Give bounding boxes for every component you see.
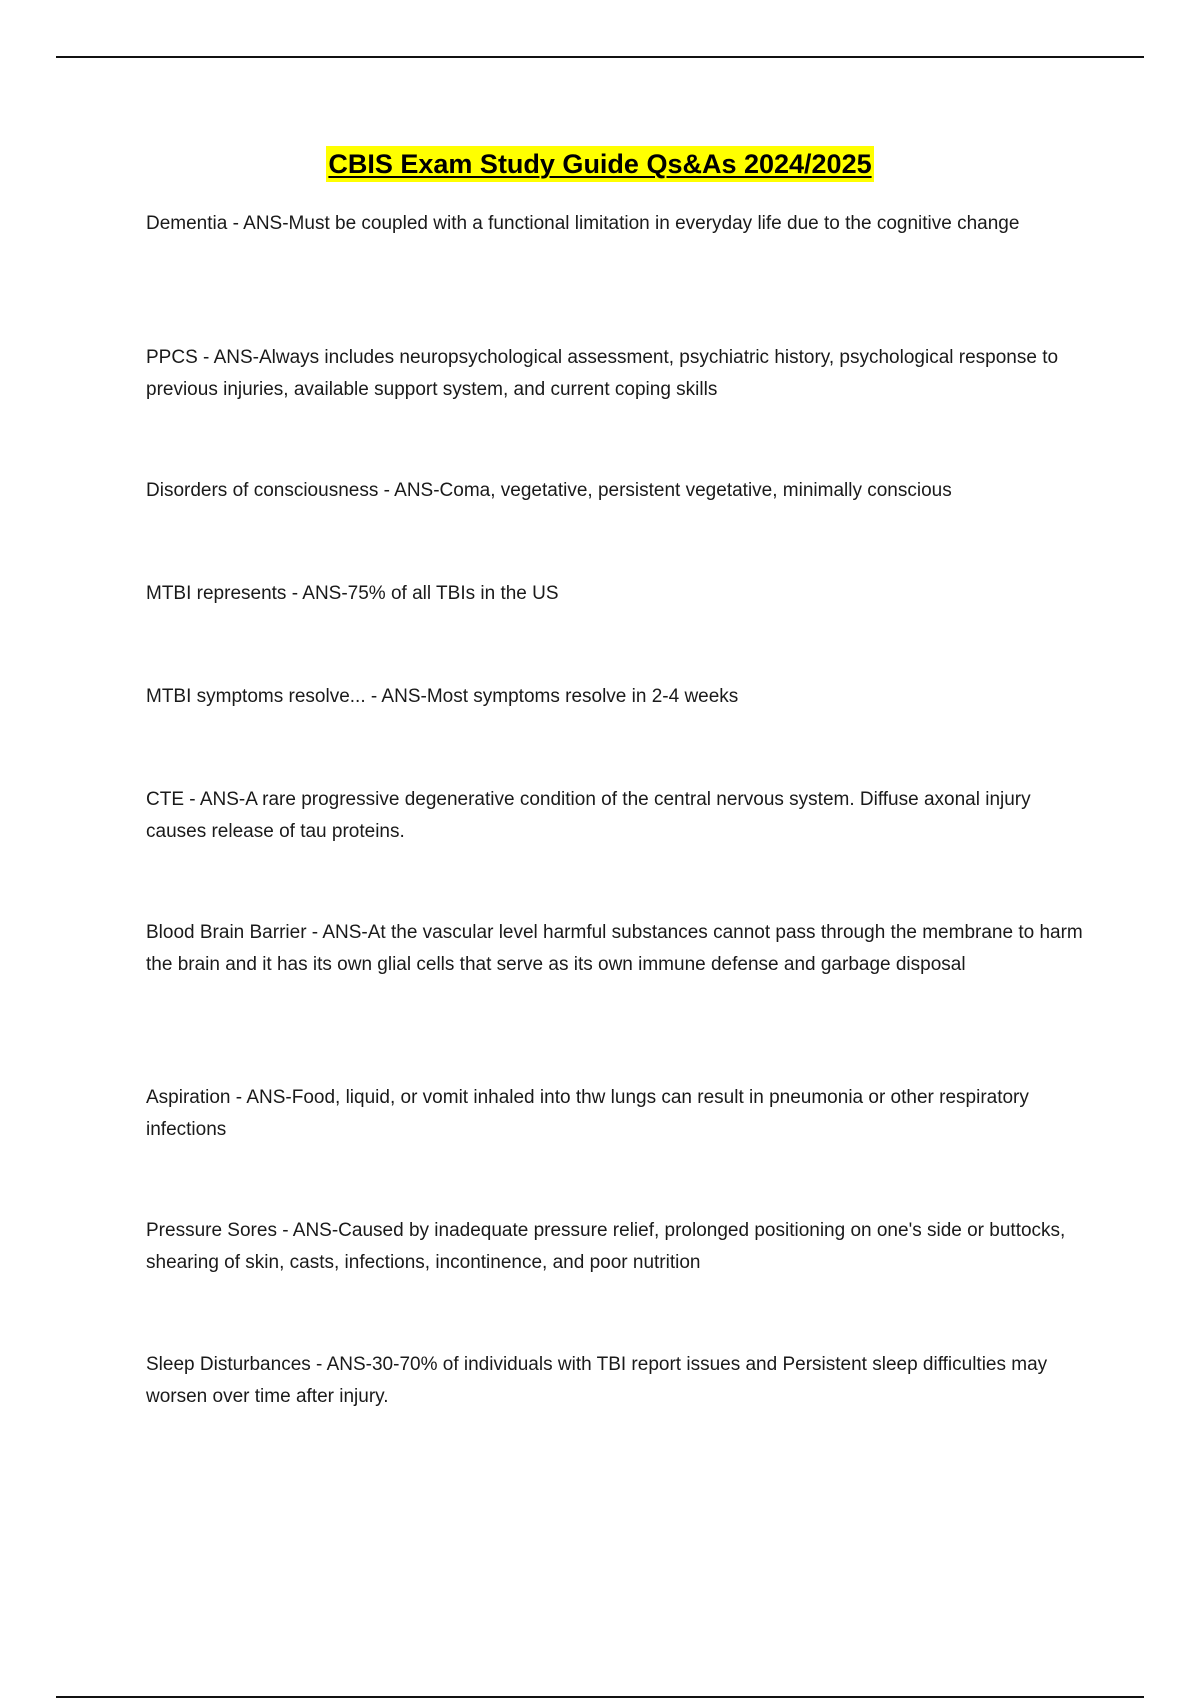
qa-entry-dementia: Dementia - ANS-Must be coupled with a functional limitation in everyday life due to the cognitive change [146,213,1020,234]
qa-entry-blood-brain-barrier: Blood Brain Barrier - ANS-At the vascular level harmful substances cannot pass through the membrane to harm the brain and it has its own glial cells that serve as its own immune defense and garbage disposal [146,922,1083,975]
qa-entry-mtbi-symptoms: MTBI symptoms resolve... - ANS-Most symptoms resolve in 2-4 weeks [146,686,739,707]
qa-entry-cte: CTE - ANS-A rare progressive degenerative condition of the central nervous system. Diffuse axonal injury causes release of tau proteins. [146,789,1031,842]
qa-entry-ppcs: PPCS - ANS-Always includes neuropsychological assessment, psychiatric history, psychological response to previous injuries, available support system, and current coping skills [146,347,1059,400]
qa-entry-disorders-of-consciousness: Disorders of consciousness - ANS-Coma, vegetative, persistent vegetative, minimally conscious [146,480,952,501]
qa-entry-mtbi-represents: MTBI represents - ANS-75% of all TBIs in the US [146,583,559,604]
qa-entry-sleep-disturbances: Sleep Disturbances - ANS-30-70% of individuals with TBI report issues and Persistent sleep difficulties may worsen over time after injury. [146,1354,1048,1407]
bottom-rule [56,1696,1144,1698]
document-title: CBIS Exam Study Guide Qs&As 2024/2025 [326,146,873,182]
title-container [0,146,1200,182]
top-rule [56,56,1144,58]
qa-entry-aspiration: Aspiration - ANS-Food, liquid, or vomit inhaled into thw lungs can result in pneumonia or other respiratory infections [146,1087,1029,1140]
qa-entry-pressure-sores: Pressure Sores - ANS-Caused by inadequate pressure relief, prolonged positioning on one's side or buttocks, shearing of skin, casts, infections, incontinence, and poor nutrition [146,1220,1066,1273]
